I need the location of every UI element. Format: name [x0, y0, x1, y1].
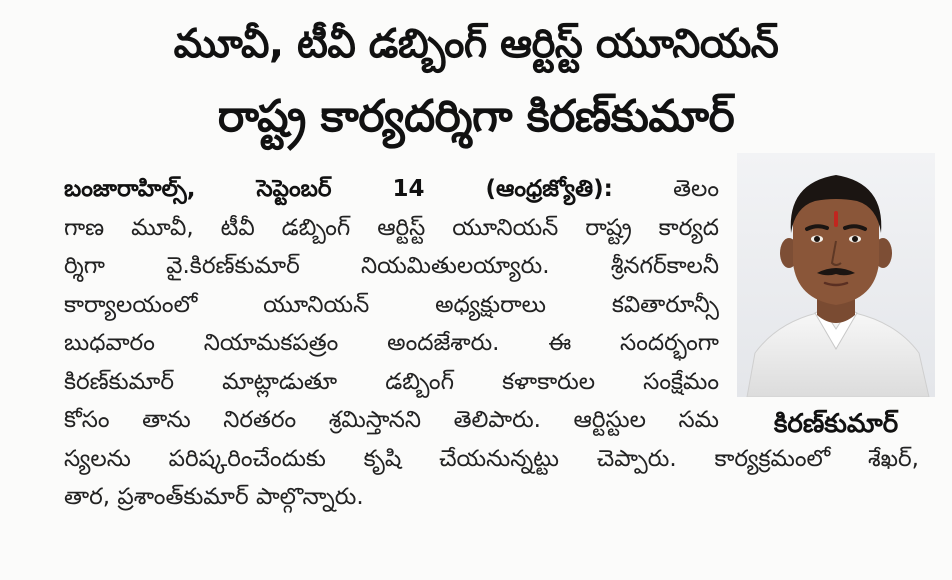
body-line-8: స్యలను పరిష్కరించేందుకు కృషి చేయనున్నట్టు చెప్పారు. కార్యక్రమంలో శేఖర్, [64, 445, 919, 472]
body-line-5: బుధవారం నియామకపత్రం అందజేశారు. ఈ సందర్భంగా [64, 330, 719, 356]
photo-caption: కిరణ్‌కుమార్ [773, 409, 899, 439]
portrait-photo [737, 153, 935, 397]
body-line-2: గాణ మూవీ, టీవీ డబ్బింగ్ ఆర్టిస్ట్ యూనియన్ రాష్ట్ర కార్యద [64, 214, 719, 241]
body-line-3: ర్శిగా వై.కిరణ్‌కుమార్ నియమితులయ్యారు. శ్రీనగర్‌కాలనీ [64, 253, 719, 279]
headline-line-1: మూవీ, టీవీ డబ్బింగ్ ఆర్టిస్ట్ యూనియన్ [173, 21, 779, 67]
dateline: బంజారాహిల్స్, సెప్టెంబర్ 14 (ఆంధ్రజ్యోతి): [64, 176, 613, 202]
body-line-1-text: తెలం [673, 176, 719, 202]
body-line-7: కోసం తాను నిరతరం శ్రమిస్తానని తెలిపారు. ఆర్టిస్టుల సమ [64, 407, 719, 433]
portrait-photo-icon [737, 153, 935, 397]
body-line-4: కార్యాలయంలో యూనియన్ అధ్యక్షురాలు కవితారూన్సీ [64, 291, 719, 318]
body-line-9: తార, ప్రశాంత్‌కుమార్ పాల్గొన్నారు. [64, 484, 364, 510]
headline-line-2: రాష్ట్ర కార్యదర్శిగా కిరణ్‌కుమార్ [217, 91, 735, 142]
body-line-1 [64, 170, 719, 209]
body-line-6: కిరణ్‌కుమార్ మాట్లాడుతూ డబ్బింగ్ కళాకారుల సంక్షేమం [64, 368, 719, 395]
